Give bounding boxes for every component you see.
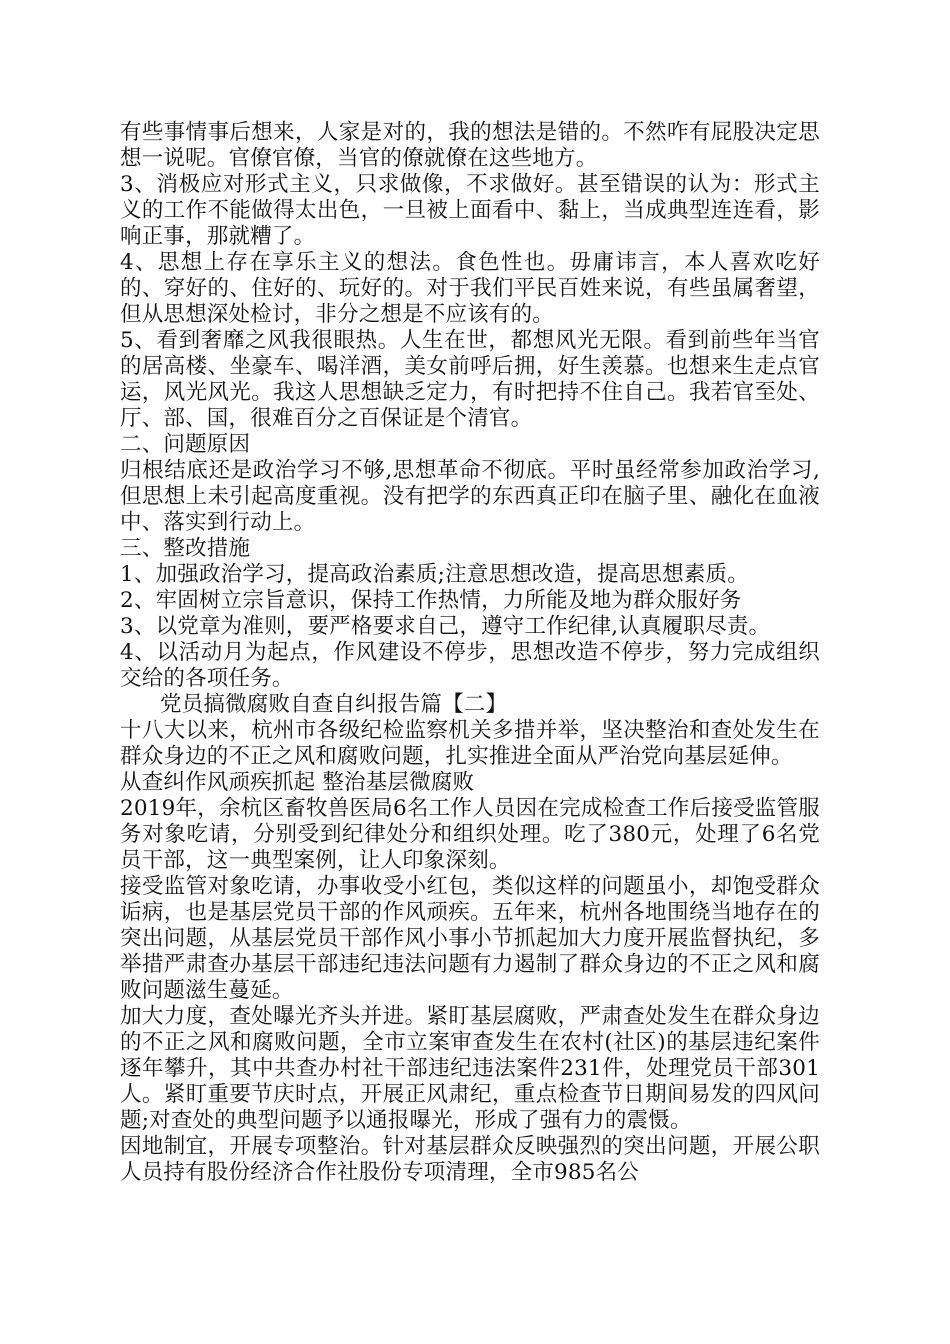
paragraph: 有些事情事后想来，人家是对的，我的想法是错的。不然咋有屁股决定思想一说呢。官僚官僚，当官的僚就僚在这些地方。 [120, 120, 820, 171]
paragraph: 3、消极应对形式主义，只求做像，不求做好。甚至错误的认为：形式主义的工作不能做得太出色，一旦被上面看中、黏上，当成典型连连看，影响正事，那就糟了。 [120, 172, 820, 249]
section-heading: 二、问题原因 [120, 432, 251, 457]
section-heading: 三、整改措施 [120, 536, 251, 561]
document-body [120, 120, 820, 1186]
paragraph: 5、看到奢靡之风我很眼热。人生在世，都想风光无限。看到前些年当官的居高楼、坐豪车、喝洋酒，美女前呼后拥，好生羡慕。也想来生走点官运，风光风光。我这人思想缺乏定力，有时把持不住自己。我若官至处、厅、部、国，很难百分之百保证是个清官。 [120, 328, 820, 431]
paragraph: 1、加强政治学习，提高政治素质;注意思想改造，提高思想素质。 [120, 562, 749, 587]
paragraph: 4、以活动月为起点，作风建设不停步，思想改造不停步，努力完成组织交给的各项任务。 [120, 640, 820, 691]
section-heading: 从查纠作风顽疾抓起 整治基层微腐败 [120, 770, 475, 795]
paragraph: 2019年，余杭区畜牧兽医局6名工作人员因在完成检查工作后接受监管服务对象吃请，分别受到纪律处分和组织处理。吃了380元，处理了6名党员干部，这一典型案例，让人印象深刻。 [120, 796, 820, 873]
paragraph: 十八大以来，杭州市各级纪检监察机关多措并举，坚决整治和查处发生在群众身边的不正之风和腐败问题，扎实推进全面从严治党向基层延伸。 [120, 718, 820, 769]
paragraph: 加大力度，查处曝光齐头并进。紧盯基层腐败，严肃查处发生在群众身边的不正之风和腐败问题，全市立案审查发生在农村(社区)的基层违纪案件逐年攀升，其中共查办村社干部违纪违法案件231件，处理党员干部301人。紧盯重要节庆时点，开展正风肃纪，重点检查节日期间易发的四风问题;对查处的典型问题予以通报曝光，形成了强有力的震慑。 [120, 1004, 820, 1133]
paragraph: 归根结底还是政治学习不够,思想革命不彻底。平时虽经常参加政治学习,但思想上未引起高度重视。没有把学的东西真正印在脑子里、融化在血液中、落实到行动上。 [120, 458, 820, 535]
paragraph: 因地制宜，开展专项整治。针对基层群众反映强烈的突出问题，开展公职人员持有股份经济合作社股份专项清理，全市985名公 [120, 1134, 820, 1185]
paragraph: 2、牢固树立宗旨意识，保持工作热情，力所能及地为群众服好务 [120, 588, 742, 613]
paragraph: 接受监管对象吃请，办事收受小红包，类似这样的问题虽小，却饱受群众诟病，也是基层党员干部的作风顽疾。五年来，杭州各地围绕当地存在的突出问题，从基层党员干部作风小事小节抓起加大力度开展监督执纪，多举措严肃查办基层干部违纪违法问题有力遏制了群众身边的不正之风和腐败问题滋生蔓延。 [120, 874, 820, 1003]
paragraph: 3、以党章为准则，要严格要求自己，遵守工作纪律,认真履职尽责。 [120, 614, 771, 639]
paragraph: 4、思想上存在享乐主义的想法。食色性也。毋庸讳言，本人喜欢吃好的、穿好的、住好的、玩好的。对于我们平民百姓来说，有些虽属奢望，但从思想深处检讨，非分之想是不应该有的。 [120, 250, 820, 327]
article-subtitle: 党员搞微腐败自查自纠报告篇【二】 [160, 692, 508, 717]
